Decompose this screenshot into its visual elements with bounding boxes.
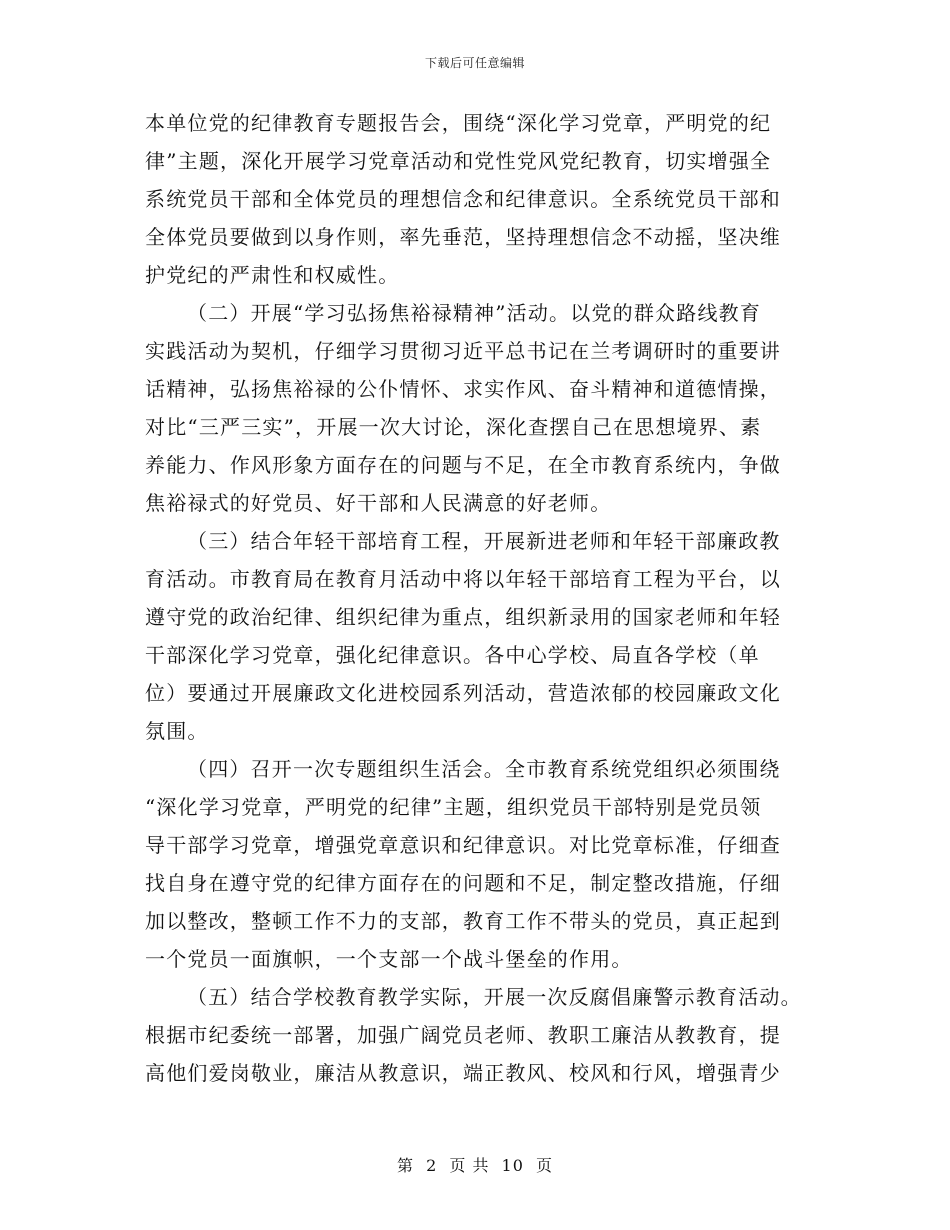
text-line: 养能力、作风形象方面存在的问题与不足，在全市教育系统内，争做	[145, 453, 781, 477]
paragraph-3	[145, 522, 815, 750]
footer-suffix: 页	[536, 1156, 554, 1175]
text-line: （四）召开一次专题组织生活会。全市教育系统党组织必须围绕	[187, 757, 781, 781]
text-line: 遵守党的政治纪律、组织纪律为重点，组织新录用的国家老师和年轻	[145, 605, 781, 629]
paragraph-2	[145, 294, 815, 522]
text-line: 全体党员要做到以身作则，率先垂范，坚持理想信念不动摇，坚决维	[145, 225, 781, 249]
text-line: 干部深化学习党章，强化纪律意识。各中心学校、局直各学校（单	[145, 643, 760, 667]
document-body	[145, 104, 815, 1092]
text-line: “深化学习党章，严明党的纪律”主题，组织党员干部特别是党员领	[145, 795, 762, 819]
text-line: 焦裕禄式的好党员、好干部和人民满意的好老师。	[145, 491, 612, 515]
text-line: 本单位党的纪律教育专题报告会，围绕“深化学习党章，严明党的纪	[145, 111, 772, 135]
text-line: （五）结合学校教育教学实际，开展一次反腐倡廉警示教育活动。	[187, 985, 802, 1009]
page-number-footer	[0, 1153, 950, 1176]
footer-middle: 页 共	[449, 1156, 490, 1175]
text-line: 高他们爱岗敬业，廉洁从教意识，端正教风、校风和行风，增强青少	[145, 1061, 781, 1085]
total-pages-number: 10	[501, 1156, 524, 1175]
footer-prefix: 第	[396, 1156, 414, 1175]
text-line: 对比“三严三实”，开展一次大讨论，深化查摆自己在思想境界、素	[145, 415, 762, 439]
text-line: （三）结合年轻干部培育工程，开展新进老师和年轻干部廉政教	[187, 529, 781, 553]
text-line: 话精神，弘扬焦裕禄的公仆情怀、求实作风、奋斗精神和道德情操，	[145, 377, 781, 401]
page-header-note: 下载后可任意编辑	[424, 56, 525, 70]
current-page-number: 2	[426, 1156, 438, 1175]
text-line: 实践活动为契机，仔细学习贯彻习近平总书记在兰考调研时的重要讲	[145, 339, 781, 363]
text-line: （二）开展“学习弘扬焦裕禄精神”活动。以党的群众路线教育	[187, 301, 762, 325]
paragraph-4	[145, 750, 815, 978]
text-line: 律”主题，深化开展学习党章活动和党性党风党纪教育，切实增强全	[145, 149, 772, 173]
text-line: 护党纪的严肃性和权威性。	[145, 263, 400, 287]
paragraph-1	[145, 104, 815, 294]
text-line: 育活动。市教育局在教育月活动中将以年轻干部培育工程为平台，以	[145, 567, 781, 591]
paragraph-5	[145, 978, 815, 1092]
text-line: 根据市纪委统一部署，加强广阔党员老师、教职工廉洁从教教育，提	[145, 1023, 781, 1047]
text-line: 导干部学习党章，增强党章意识和纪律意识。对比党章标准，仔细查	[145, 833, 781, 857]
text-line: 加以整改，整顿工作不力的支部，教育工作不带头的党员，真正起到	[145, 909, 781, 933]
text-line: 位）要通过开展廉政文化进校园系列活动，营造浓郁的校园廉政文化	[145, 681, 781, 705]
text-line: 找自身在遵守党的纪律方面存在的问题和不足，制定整改措施，仔细	[145, 871, 781, 895]
text-line: 氛围。	[145, 719, 209, 743]
text-line: 一个党员一面旗帜，一个支部一个战斗堡垒的作用。	[145, 947, 633, 971]
text-line: 系统党员干部和全体党员的理想信念和纪律意识。全系统党员干部和	[145, 187, 781, 211]
